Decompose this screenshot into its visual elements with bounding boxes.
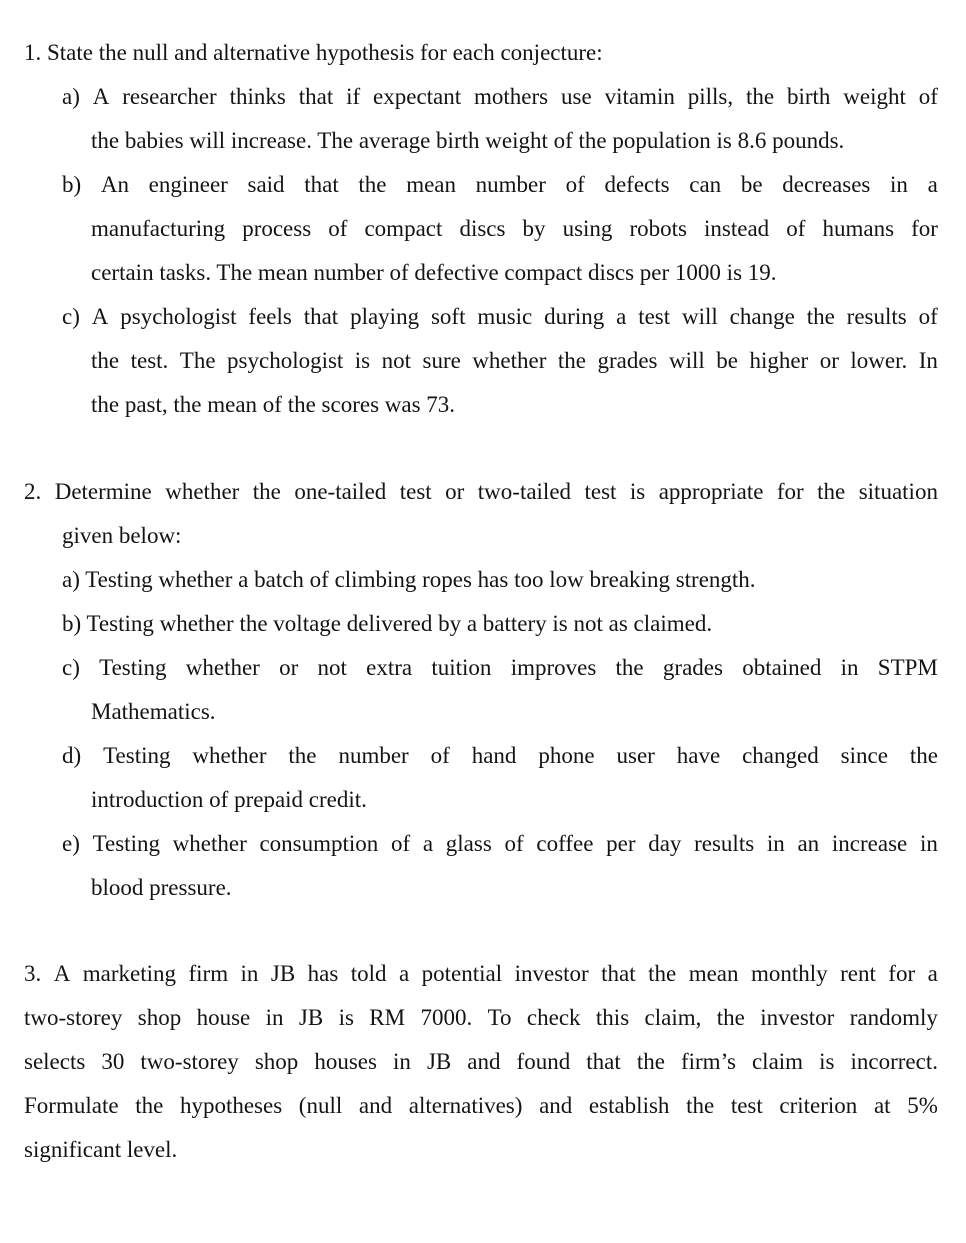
q2-e-line1: e) Testing whether consumption of a glass of coffee per day results in an increase in	[62, 831, 938, 856]
q2-title-line1: 2. Determine whether the one-tailed test or two-tailed test is appropriate for the situation	[24, 479, 938, 504]
q1-a-line1: a) A researcher thinks that if expectant mothers use vitamin pills, the birth weight of	[62, 84, 938, 109]
q3-line2: two-storey shop house in JB is RM 7000. To check this claim, the investor randomly	[24, 1005, 938, 1030]
q3-line3: selects 30 two-storey shop houses in JB and found that the firm’s claim is incorrect.	[24, 1049, 938, 1074]
q1-b-line1: b) An engineer said that the mean number of defects can be decreases in a	[62, 172, 938, 197]
q1-c-line3: the past, the mean of the scores was 73.	[91, 392, 456, 417]
q2-c-line1: c) Testing whether or not extra tuition improves the grades obtained in STPM	[62, 655, 938, 680]
q1-title: 1. State the null and alternative hypothesis for each conjecture:	[24, 40, 603, 65]
q2-c-line2: Mathematics.	[91, 699, 216, 724]
q2-d-line1: d) Testing whether the number of hand phone user have changed since the	[62, 743, 938, 768]
q2-e-line2: blood pressure.	[91, 875, 232, 900]
q1-b-line2: manufacturing process of compact discs by using robots instead of humans for	[91, 216, 938, 241]
q1-b-line3: certain tasks. The mean number of defective compact discs per 1000 is 19.	[91, 260, 777, 285]
q2-title-line2: given below:	[62, 523, 182, 548]
q2-a: a) Testing whether a batch of climbing ropes has too low breaking strength.	[62, 567, 756, 592]
q2-b: b) Testing whether the voltage delivered by a battery is not as claimed.	[62, 611, 713, 636]
q3-line1: 3. A marketing firm in JB has told a potential investor that the mean monthly rent for a	[24, 961, 938, 986]
q1-c-line2: the test. The psychologist is not sure whether the grades will be higher or lower. In	[91, 348, 938, 373]
q3-line5: significant level.	[24, 1137, 178, 1162]
q1-a-line2: the babies will increase. The average birth weight of the population is 8.6 pounds.	[91, 128, 845, 153]
q1-c-line1: c) A psychologist feels that playing soft music during a test will change the results of	[62, 304, 938, 329]
q3-line4: Formulate the hypotheses (null and alternatives) and establish the test criterion at 5%	[24, 1093, 938, 1118]
q2-d-line2: introduction of prepaid credit.	[91, 787, 367, 812]
